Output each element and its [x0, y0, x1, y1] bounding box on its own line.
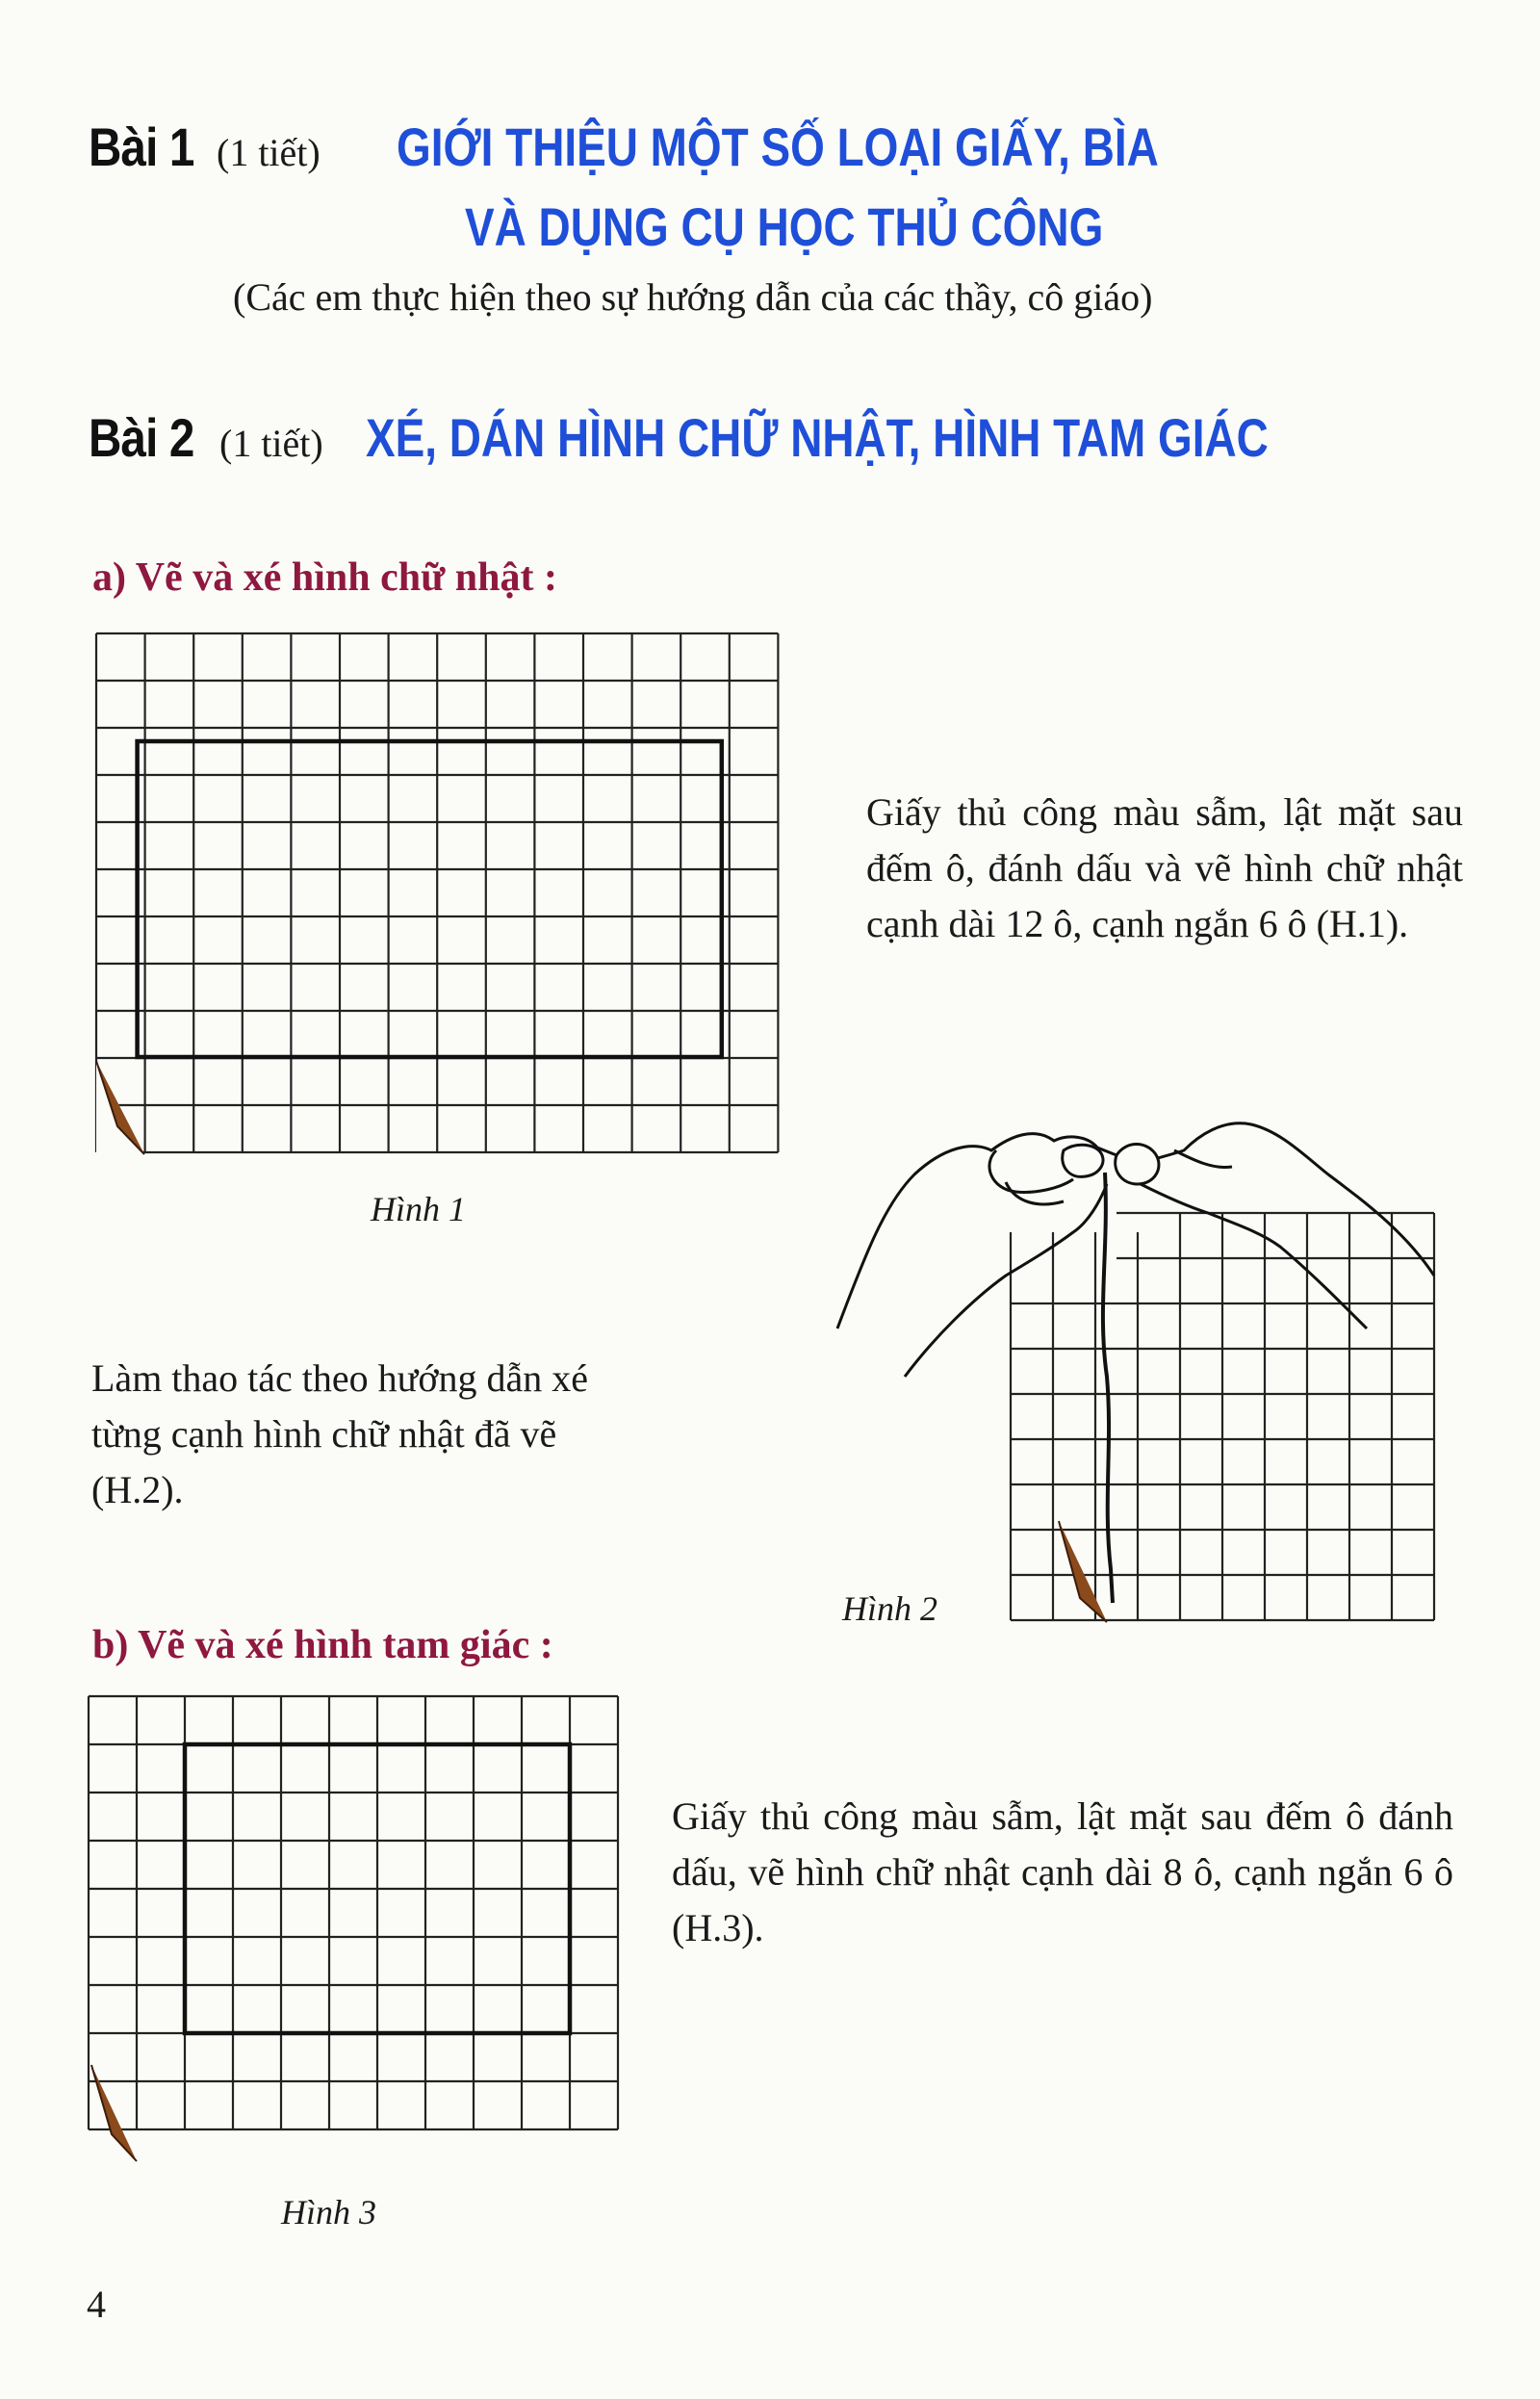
- lesson1-label: Bài 1: [89, 116, 194, 177]
- figure-3-caption: Hình 3: [281, 2193, 376, 2231]
- lesson2-period: (1 tiết): [219, 422, 323, 465]
- figure-1-caption: Hình 1: [371, 1190, 466, 1228]
- figure-2-illustration: [828, 1059, 1444, 1637]
- figure-2-caption: Hình 2: [842, 1589, 937, 1628]
- lesson1-title-line1: GIỚI THIỆU MỘT SỐ LOẠI GIẤY, BÌA: [397, 116, 1159, 177]
- folded-corner-icon: [91, 2065, 137, 2161]
- lesson1-period: (1 tiết): [217, 131, 321, 174]
- lesson2-title: XÉ, DÁN HÌNH CHỮ NHẬT, HÌNH TAM GIÁC: [366, 407, 1269, 468]
- page-number: 4: [87, 2283, 106, 2326]
- part-a-heading: a) Vẽ và xé hình chữ nhật :: [92, 555, 557, 600]
- part-a-instruction-1: Giấy thủ công màu sẫm, lật mặt sau đếm ô, đánh dấu và vẽ hình chữ nhật cạnh dài 12 ô, cạnh ngắn 6 ô (H.1).: [866, 790, 1463, 945]
- part-b-heading: b) Vẽ và xé hình tam giác :: [92, 1623, 553, 1667]
- lesson1-title-line2: VÀ DỤNG CỤ HỌC THỦ CÔNG: [465, 196, 1104, 257]
- lesson2-label: Bài 2: [89, 407, 194, 468]
- figure-3-grid: [89, 1696, 628, 2168]
- figure-1-rectangle: [138, 741, 722, 1057]
- lesson1-note: (Các em thực hiện theo sự hướng dẫn của các thầy, cô giáo): [233, 275, 1153, 319]
- part-b-instruction: Giấy thủ công màu sẫm, lật mặt sau đếm ô đánh dấu, vẽ hình chữ nhật cạnh dài 8 ô, cạnh ngắn 6 ô (H.3).: [672, 1794, 1453, 1949]
- part-a-instruction-2: Làm thao tác theo hướng dẫn xé từng cạnh hình chữ nhật đã vẽ (H.2).: [91, 1356, 588, 1511]
- figure-1-grid: [89, 626, 782, 1160]
- folded-corner-icon: [1059, 1521, 1107, 1622]
